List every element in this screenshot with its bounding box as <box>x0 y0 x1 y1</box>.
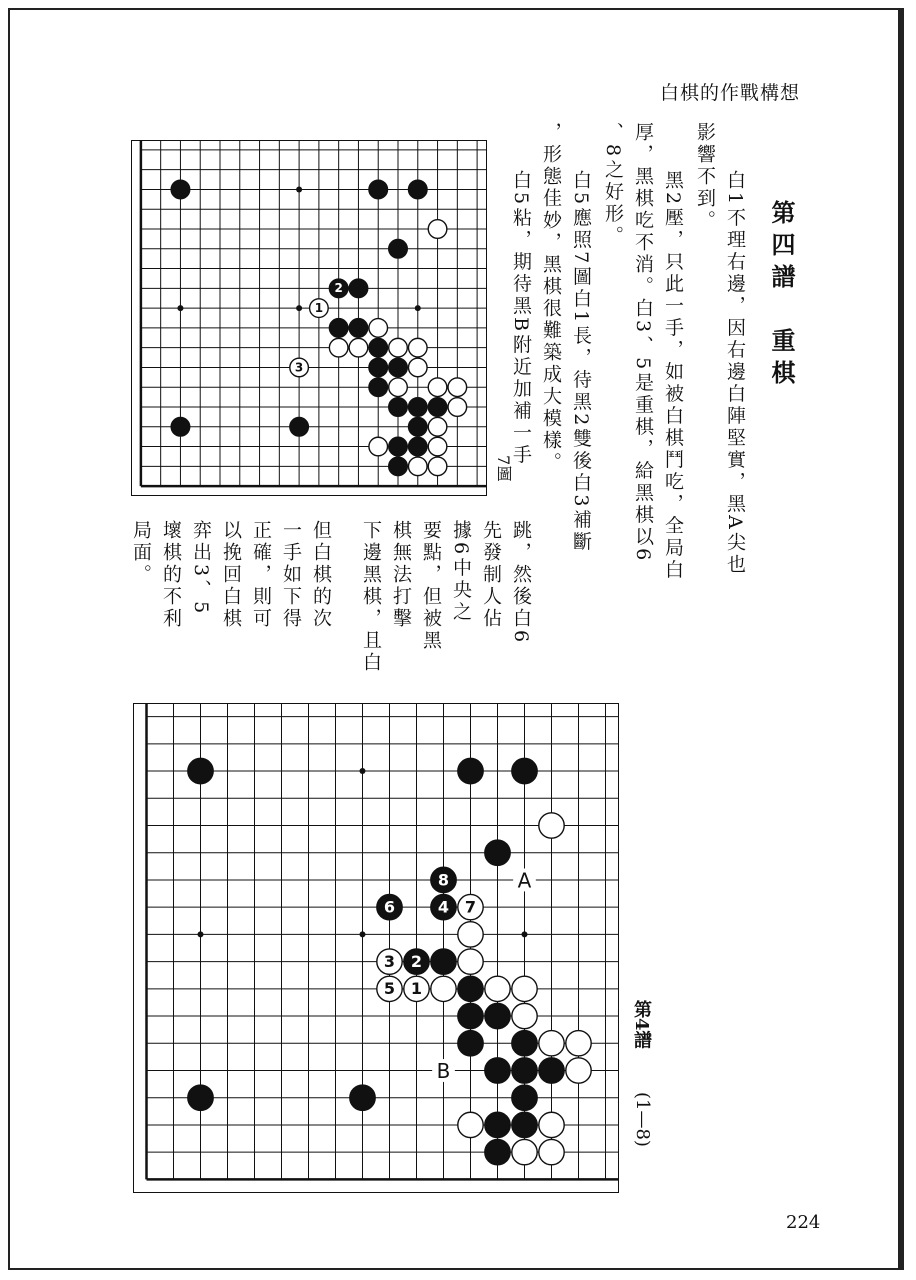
p4-line3: 據6中央之 <box>450 520 472 624</box>
p4-line1: 跳，然後白6 <box>510 520 532 646</box>
white-stone-7 <box>458 894 483 919</box>
black-stone <box>290 417 309 436</box>
black-stone <box>458 976 483 1001</box>
black-stone-2 <box>404 949 429 974</box>
white-stone <box>539 1139 564 1164</box>
white-stone <box>566 1058 591 1083</box>
black-stone <box>408 417 427 436</box>
svg-text:8: 8 <box>437 870 450 890</box>
white-stone-5 <box>377 976 402 1001</box>
black-stone <box>389 239 408 258</box>
white-stone <box>428 378 447 397</box>
diagram-4-board <box>133 703 619 1193</box>
white-stone <box>539 1112 564 1137</box>
svg-text:6: 6 <box>383 897 396 917</box>
black-stone <box>171 417 190 436</box>
p4-line7: 但白棋的次 <box>310 520 332 630</box>
black-stone <box>431 949 456 974</box>
p1-line2: 影響不到。 <box>694 122 716 232</box>
white-stone-1 <box>404 976 429 1001</box>
p4-line5: 棋無法打擊 <box>390 520 412 630</box>
svg-text:3: 3 <box>294 360 304 375</box>
black-stone <box>512 1031 537 1056</box>
white-stone <box>329 338 348 357</box>
p4-line6: 下邊黑棋，且白 <box>360 520 382 674</box>
star-point <box>198 931 204 937</box>
white-stone <box>428 437 447 456</box>
white-stone <box>349 338 368 357</box>
p4-line11: 弈出3、5 <box>190 520 212 617</box>
svg-text:1: 1 <box>314 301 324 316</box>
svg-text:7: 7 <box>464 897 477 917</box>
white-stone <box>448 378 467 397</box>
black-stone <box>408 180 427 199</box>
star-point <box>177 305 183 311</box>
white-stone <box>428 417 447 436</box>
svg-text:1: 1 <box>410 979 423 999</box>
p4-line13: 局面。 <box>130 520 152 586</box>
black-stone <box>485 840 510 865</box>
white-stone-3 <box>290 358 309 377</box>
white-stone <box>428 457 447 476</box>
star-point <box>415 305 421 311</box>
svg-text:5: 5 <box>383 979 396 999</box>
black-stone <box>389 437 408 456</box>
white-stone <box>566 1031 591 1056</box>
p4-line2: 先發制人佔 <box>480 520 502 630</box>
white-stone <box>539 813 564 838</box>
black-stone <box>485 1112 510 1137</box>
black-stone <box>485 1003 510 1028</box>
black-stone <box>512 1085 537 1110</box>
black-stone <box>458 758 483 783</box>
white-stone <box>408 358 427 377</box>
star-point <box>296 186 302 192</box>
white-stone <box>369 319 388 338</box>
black-stone <box>389 358 408 377</box>
p4-line4: 要點，但被黑 <box>420 520 442 652</box>
black-stone <box>512 1112 537 1137</box>
p3-line3: 白5粘，期待黑B附近加補一手 <box>510 170 532 467</box>
white-stone <box>512 1139 537 1164</box>
white-stone <box>389 378 408 397</box>
svg-text:4: 4 <box>437 897 450 917</box>
white-stone <box>458 1112 483 1137</box>
star-point <box>522 931 528 937</box>
running-title: 白棋的作戰構想 <box>660 82 801 104</box>
black-stone <box>329 319 348 338</box>
svg-text:3: 3 <box>383 951 396 971</box>
black-stone-6 <box>377 894 402 919</box>
black-stone-2 <box>329 279 348 298</box>
white-stone <box>408 457 427 476</box>
black-stone <box>171 180 190 199</box>
p1-line1: 白1不理右邊，因右邊白陣堅實，黑A尖也 <box>724 170 746 576</box>
white-stone <box>539 1031 564 1056</box>
black-stone-4 <box>431 894 456 919</box>
black-stone <box>458 1003 483 1028</box>
white-stone <box>458 949 483 974</box>
white-stone <box>512 1003 537 1028</box>
black-stone <box>389 457 408 476</box>
black-stone <box>458 1031 483 1056</box>
p3-line2: ，形態佳妙，黑棋很難築成大模樣。 <box>540 122 562 474</box>
black-stone-8 <box>431 867 456 892</box>
diagram-range: (1—8) <box>632 1092 653 1147</box>
black-stone <box>350 1085 375 1110</box>
svg-text:2: 2 <box>410 951 423 971</box>
white-stone <box>389 338 408 357</box>
white-stone <box>458 922 483 947</box>
star-point <box>360 931 366 937</box>
black-stone <box>539 1058 564 1083</box>
black-stone <box>389 398 408 417</box>
black-stone <box>188 1085 213 1110</box>
white-stone-3 <box>377 949 402 974</box>
white-stone <box>428 220 447 239</box>
white-stone <box>431 976 456 1001</box>
diagram-label: 第4譜 <box>631 1000 652 1049</box>
star-point <box>360 768 366 774</box>
black-stone <box>512 758 537 783</box>
p4-line9: 正確，則可 <box>250 520 272 630</box>
white-stone <box>369 437 388 456</box>
section-title: 第四譜 重棋 <box>767 200 796 392</box>
white-stone <box>512 976 537 1001</box>
p3-line1: 白5應照7圖白1長，待黑2雙後白3補斷 <box>570 170 592 554</box>
p4-line8: 一手如下得 <box>280 520 302 630</box>
p4-line12: 壞棋的不利 <box>160 520 182 630</box>
black-stone <box>369 338 388 357</box>
black-stone <box>369 180 388 199</box>
figure-7-board <box>131 140 487 496</box>
black-stone <box>485 1139 510 1164</box>
black-stone <box>408 398 427 417</box>
star-point <box>296 305 302 311</box>
svg-text:2: 2 <box>334 281 343 296</box>
point-label-A: A <box>517 868 532 893</box>
p2-line2: 厚，黑棋吃不消。白3、5是重棋，給黑棋以6 <box>632 122 654 564</box>
black-stone <box>485 1058 510 1083</box>
white-stone-1 <box>310 299 329 318</box>
p4-line10: 以挽回白棋 <box>220 520 242 630</box>
black-stone <box>512 1058 537 1083</box>
figure-7-label: 7圖 <box>494 455 513 482</box>
p2-line1: 黑2壓，只此一手，如被白棋鬥吃，全局白 <box>662 170 684 582</box>
black-stone <box>369 378 388 397</box>
black-stone <box>349 319 368 338</box>
black-stone <box>428 398 447 417</box>
point-label-B: B <box>436 1059 451 1084</box>
white-stone <box>448 398 467 417</box>
black-stone <box>349 279 368 298</box>
page-number: 224 <box>786 1212 821 1233</box>
black-stone <box>188 758 213 783</box>
white-stone <box>485 976 510 1001</box>
black-stone <box>369 358 388 377</box>
p2-line3: 、8之好形。 <box>602 122 624 248</box>
black-stone <box>408 437 427 456</box>
white-stone <box>408 338 427 357</box>
